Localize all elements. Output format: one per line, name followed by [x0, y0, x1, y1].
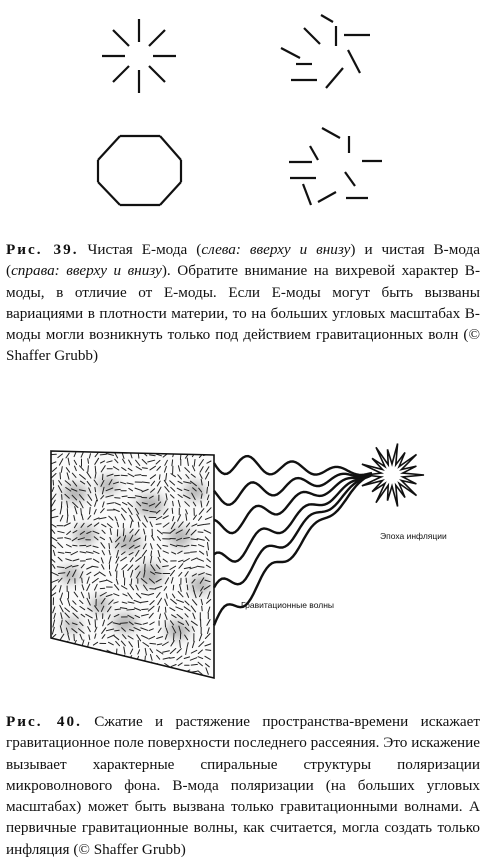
inflation-starburst-icon — [362, 444, 424, 507]
polarization-tick — [156, 524, 161, 525]
polarization-tick — [174, 633, 175, 640]
polarization-tick — [57, 670, 63, 672]
polarization-tick — [151, 551, 152, 556]
polarization-tick — [59, 573, 65, 574]
polarization-tick — [173, 585, 174, 590]
polarization-tick — [165, 607, 166, 612]
polarization-tick — [129, 670, 133, 673]
polarization-tick — [110, 669, 112, 675]
polarization-tick — [115, 489, 120, 490]
figure-40-label: Рис. 40. — [6, 713, 82, 730]
polarization-tick — [116, 655, 117, 662]
polarization-tick — [65, 665, 69, 666]
polarization-tick — [142, 609, 148, 610]
polarization-tick — [88, 466, 89, 472]
polarization-tick — [127, 609, 134, 610]
figure-39-caption — [6, 239, 480, 367]
polarization-tick — [80, 656, 84, 660]
b-mode-swirl-pattern-bottom — [289, 128, 382, 205]
polarization-tick — [128, 661, 132, 668]
polarization-tick — [177, 671, 183, 674]
polarization-tick — [122, 496, 127, 497]
polarization-tick — [145, 536, 146, 541]
polarization-tick — [120, 623, 127, 624]
polarization-tick — [86, 649, 91, 651]
figure-40-caption — [6, 711, 480, 860]
caption-part: слева: вверху и внизу — [201, 241, 350, 258]
polarization-tick — [145, 564, 146, 571]
polarization-tick — [73, 545, 77, 546]
polarization-tick — [66, 648, 71, 653]
gravitational-wave-line — [214, 456, 372, 475]
polarization-tick — [82, 578, 83, 583]
b-mode-swirl-pattern-top — [281, 15, 370, 88]
polarization-tick — [95, 488, 96, 492]
polarization-tick — [65, 552, 70, 553]
cmb-surface-texture — [40, 445, 230, 685]
polarization-tick — [150, 511, 156, 512]
polarization-tick — [53, 663, 57, 667]
e-mode-radial-pattern — [102, 19, 176, 93]
polarization-tick — [144, 663, 145, 668]
polarization-tick — [138, 522, 139, 527]
polarization-tick — [79, 671, 83, 673]
polarization-tick — [191, 545, 196, 546]
polarization-tick — [86, 559, 91, 560]
polarization-tick — [94, 670, 100, 674]
figure-39-diagram — [0, 0, 485, 225]
polarization-tick — [115, 630, 120, 631]
polarization-tick — [162, 671, 169, 672]
polarization-tick — [86, 657, 91, 659]
caption-part: Чистая E-мода ( — [79, 241, 202, 258]
caption-text: Сжатие и растяжение пространства-времени искажает гравитационное поле поверхности последнего рассеяния. Это искажение вызывает характерные спиральные структуры поляризации микроволнового фона. B-мода поляризации (на больших угловых масштабах) может быть вызвана только гравитационными волнами. А первичные гравитационные волны, как считается, могла создать только инфляция (© Shaffer Grubb) — [6, 713, 480, 858]
polarization-tick — [207, 487, 208, 493]
polarization-tick — [138, 640, 139, 647]
polarization-tick — [173, 501, 174, 505]
polarization-tick — [51, 644, 57, 646]
polarization-tick — [115, 498, 120, 499]
polarization-tick — [81, 663, 85, 666]
polarization-tick — [136, 671, 141, 675]
polarization-tick — [102, 668, 105, 674]
polarization-tick — [54, 669, 56, 676]
polarization-tick — [121, 475, 127, 476]
caption-part: ). Обратите внимание на вихревой характер B-моды, в отличие от E-моды. Если E-моды могут быть вызваны вариациями в плотности материи, то на больших угловых масштабах B-моды могли возникнуть только под действием гравитационных волн (© Shaffer Grubb) — [6, 262, 480, 364]
polarization-tick — [123, 529, 124, 536]
polarization-tick — [207, 551, 208, 556]
gravitational-waves-label: Гравитационные волны — [241, 600, 334, 610]
polarization-tick — [198, 532, 203, 533]
polarization-tick — [74, 634, 75, 640]
polarization-tick — [59, 663, 64, 667]
polarization-tick — [150, 589, 156, 590]
polarization-tick — [150, 643, 156, 644]
polarization-tick — [117, 669, 119, 676]
polarization-tick — [191, 664, 197, 665]
polarization-tick — [143, 669, 146, 674]
polarization-tick — [206, 650, 211, 651]
polarization-tick — [191, 552, 197, 553]
polarization-tick — [86, 664, 92, 666]
polarization-tick — [71, 657, 77, 660]
polarization-tick — [110, 656, 111, 661]
polarization-tick — [142, 468, 147, 469]
polarization-tick — [73, 664, 79, 666]
figure-40-diagram — [0, 425, 485, 695]
polarization-tick — [172, 460, 173, 466]
inflation-epoch-label: Эпоха инфляции — [380, 531, 447, 541]
polarization-tick — [59, 649, 64, 653]
polarization-tick — [110, 662, 112, 668]
polarization-tick — [59, 657, 64, 658]
polarization-tick — [100, 454, 106, 455]
polarization-tick — [109, 544, 110, 549]
polarization-tick — [66, 671, 72, 672]
caption-part: справа: вверху и внизу — [11, 262, 162, 279]
polarization-tick — [60, 473, 61, 479]
polarization-tick — [131, 579, 132, 584]
polarization-tick — [81, 648, 85, 654]
polarization-tick — [159, 475, 160, 479]
polarization-tick — [135, 663, 140, 666]
polarization-tick — [172, 508, 173, 513]
polarization-tick — [202, 606, 203, 611]
polarization-tick — [100, 656, 104, 660]
polarization-tick — [73, 649, 76, 654]
caption-part: ) и чистая B-мода ( — [6, 241, 480, 279]
polarization-tick — [169, 671, 176, 673]
polarization-tick — [86, 672, 91, 674]
polarization-tick — [90, 507, 91, 514]
polarization-tick — [205, 524, 210, 525]
figure-39-label: Рис. 39. — [6, 241, 79, 258]
polarization-tick — [72, 670, 77, 674]
polarization-tick — [100, 663, 106, 667]
polarization-tick — [52, 656, 58, 659]
e-mode-ring-pattern — [98, 136, 181, 205]
polarization-tick — [122, 671, 129, 673]
polarization-tick — [158, 670, 162, 675]
polarization-tick — [187, 585, 188, 590]
polarization-tick — [152, 670, 153, 675]
polarization-tick — [51, 650, 56, 652]
polarization-tick — [65, 657, 71, 661]
polarization-tick — [88, 459, 89, 464]
polarization-tick — [95, 466, 96, 473]
polarization-tick — [122, 662, 126, 666]
